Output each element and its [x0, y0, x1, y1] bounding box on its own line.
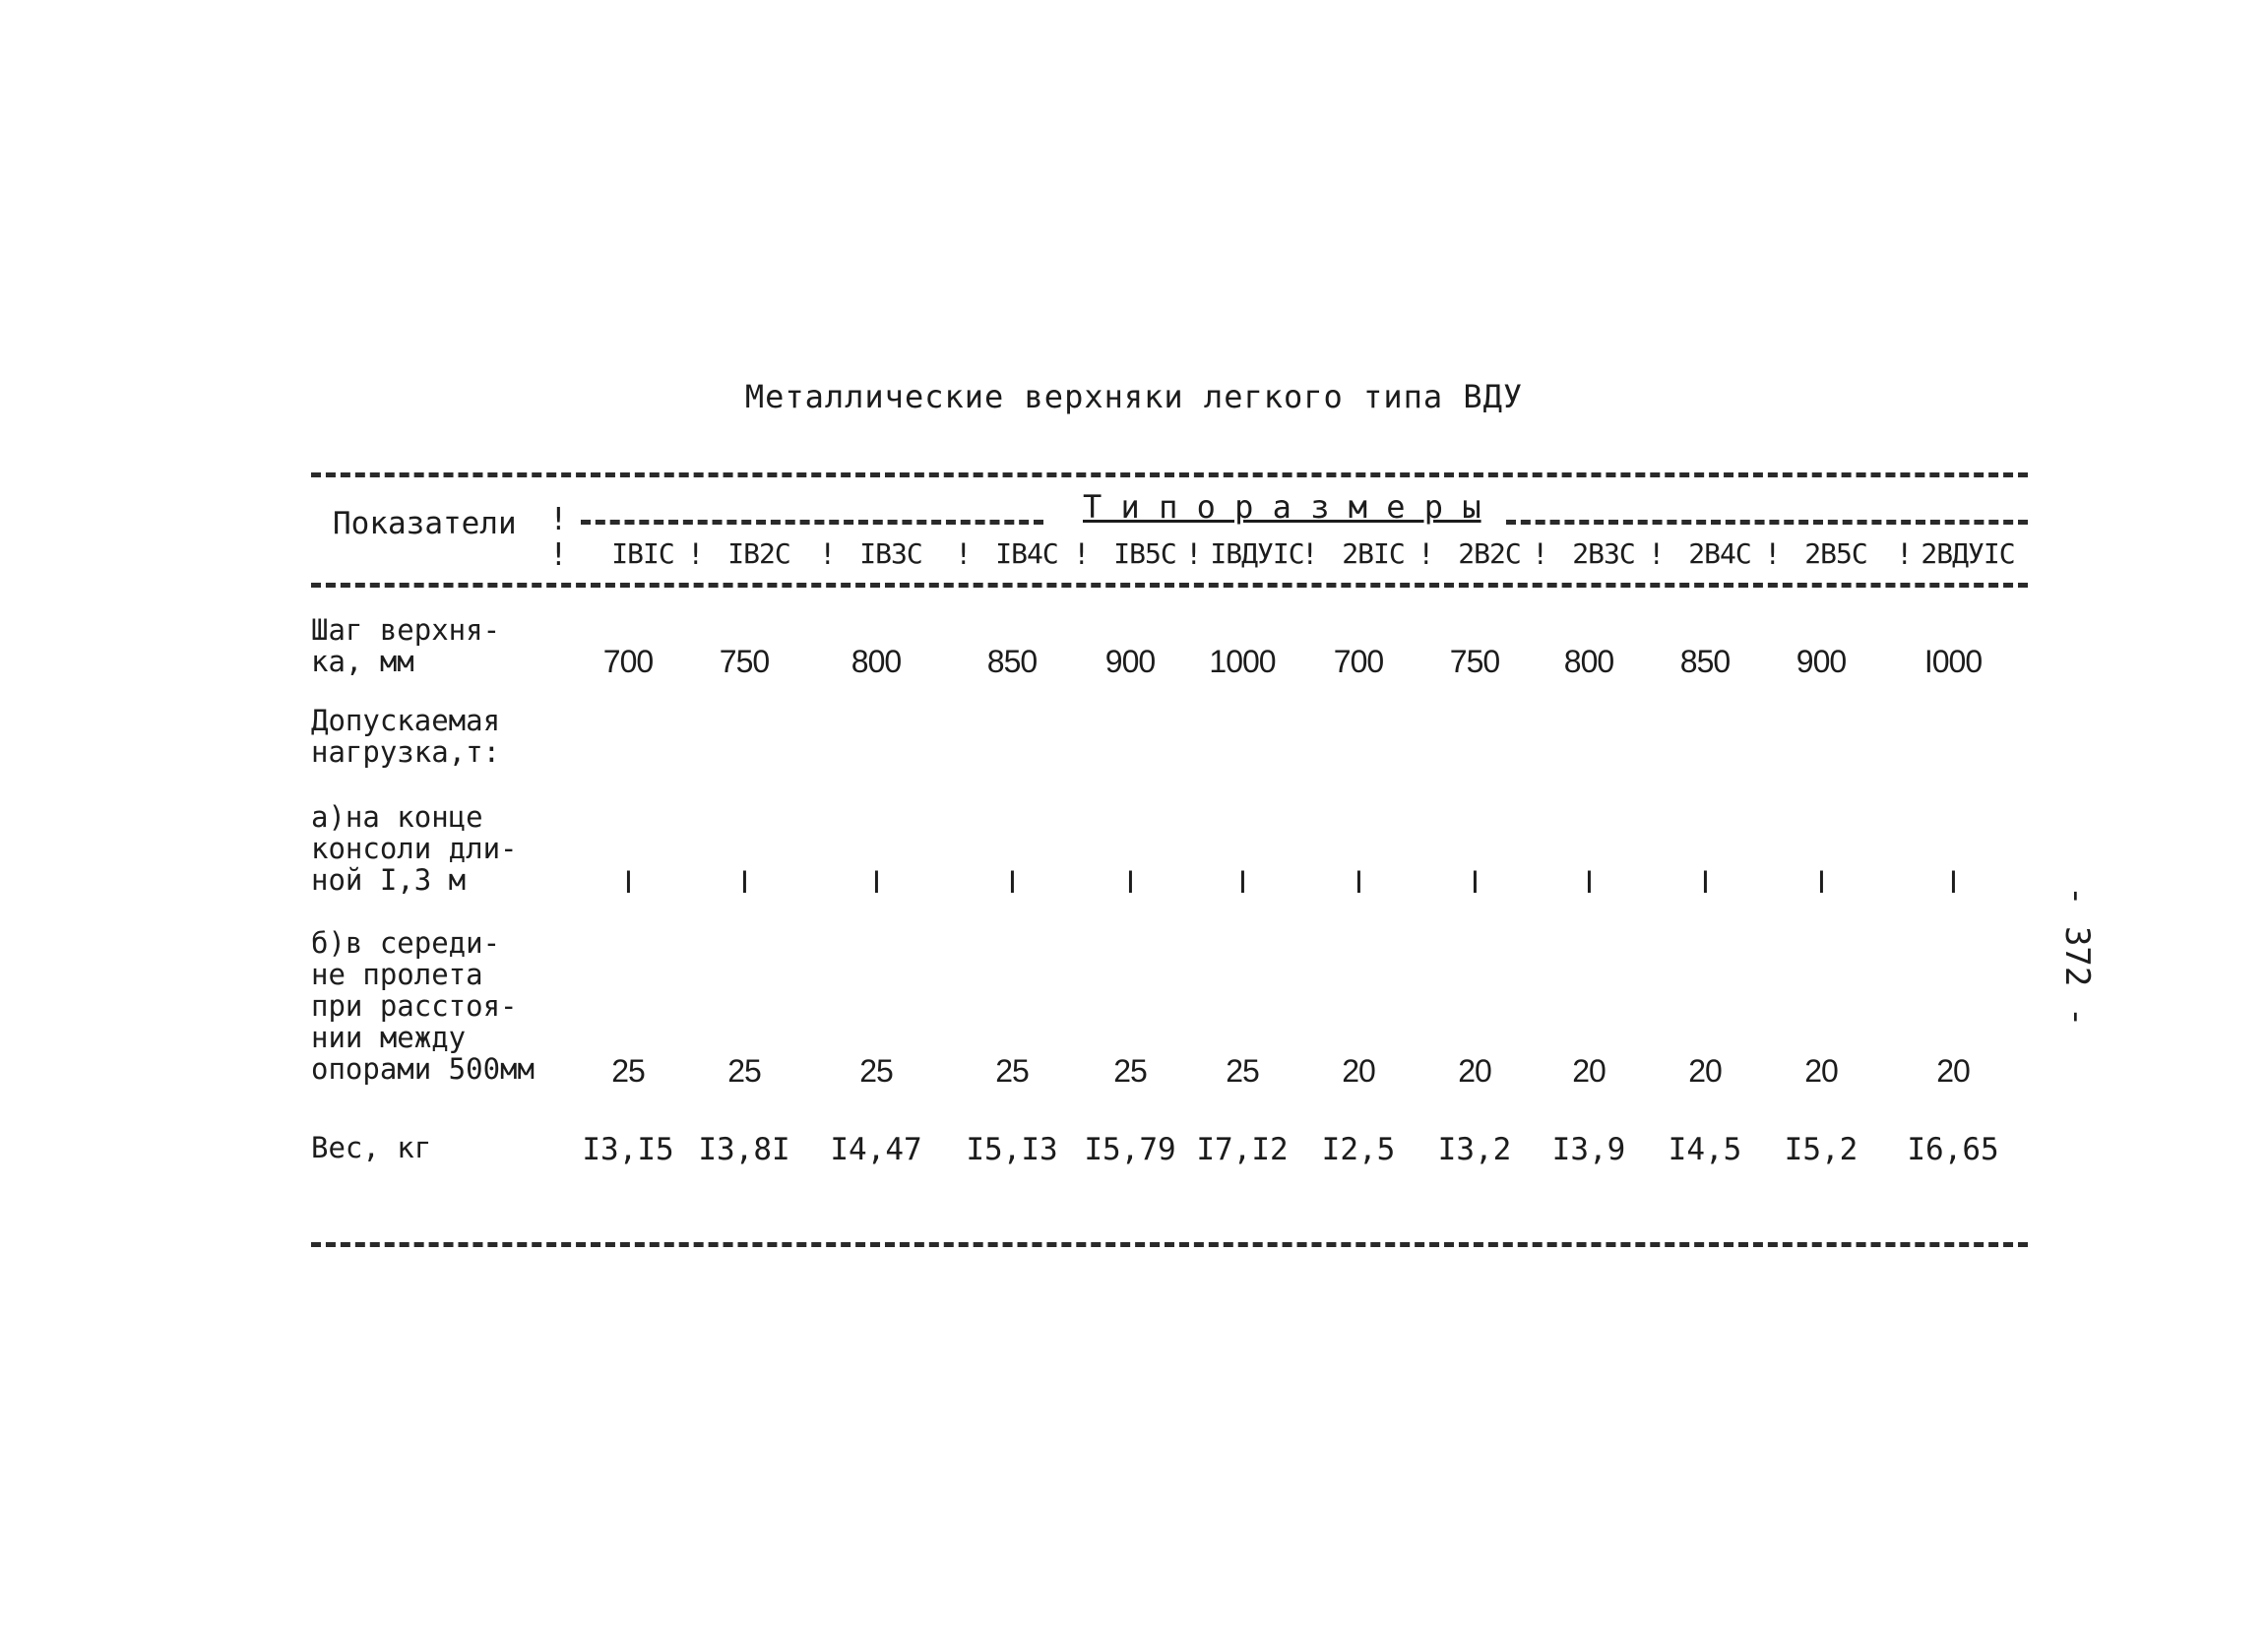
header-separator: ! [1185, 537, 1203, 571]
table-cell: 1000 [1209, 644, 1276, 679]
indicator-header: Показатели [333, 506, 517, 541]
table-cell: I3,2 [1437, 1132, 1512, 1167]
table-cell: I [624, 864, 632, 900]
column-header: 2B4C [1688, 537, 1751, 570]
header-separator: ! [549, 537, 568, 573]
header-separator: ! [955, 537, 973, 571]
column-header: 2B2C [1458, 537, 1521, 570]
header-separator: ! [1418, 537, 1435, 571]
header-separator: ! [819, 537, 837, 571]
row-label: Вес, кг [311, 1131, 432, 1164]
table-cell: I7,I2 [1196, 1132, 1289, 1167]
table-cell: 20 [1688, 1053, 1722, 1089]
page-title: Металлические верхняки легкого типа ВДУ [744, 378, 1524, 415]
table-cell: I5,79 [1084, 1132, 1176, 1167]
page-number: - 372 - [2057, 886, 2097, 1028]
table-cell: I [1949, 864, 1957, 900]
table-cell: I [740, 864, 748, 900]
header-separator: ! [1648, 537, 1666, 571]
header-bottom-rule [311, 583, 2028, 588]
column-header: 2BIC [1342, 537, 1405, 570]
table-cell: I [872, 864, 880, 900]
table-cell: I [1817, 864, 1825, 900]
table-cell: 750 [1449, 644, 1500, 679]
table-cell: I4,47 [830, 1132, 922, 1167]
row-label: а)на конце консоли дли- ной I,3 м [311, 800, 518, 897]
column-header: 2B5C [1804, 537, 1867, 570]
header-separator: ! [1073, 537, 1091, 571]
table-cell: 750 [719, 644, 770, 679]
table-cell: I5,2 [1784, 1132, 1858, 1167]
table-cell: 20 [1936, 1053, 1970, 1089]
table-cell: I [1126, 864, 1134, 900]
table-cell: 850 [986, 644, 1038, 679]
table-cell: I [1238, 864, 1246, 900]
column-header: IB4C [995, 537, 1058, 570]
table-cell: 25 [1226, 1053, 1259, 1089]
table-cell: I3,9 [1551, 1132, 1626, 1167]
header-separator: ! [1532, 537, 1549, 571]
table-cell: 20 [1342, 1053, 1375, 1089]
table-bottom-rule [311, 1242, 2028, 1247]
table-cell: 20 [1804, 1053, 1838, 1089]
table-cell: 850 [1679, 644, 1731, 679]
table-cell: 20 [1458, 1053, 1491, 1089]
table-cell: 700 [1333, 644, 1384, 679]
table-cell: I5,I3 [966, 1132, 1058, 1167]
table-cell: I [1008, 864, 1016, 900]
table-cell: I4,5 [1668, 1132, 1742, 1167]
table-cell: 25 [995, 1053, 1029, 1089]
header-separator: ! [1896, 537, 1914, 571]
table-cell: I6,65 [1907, 1132, 1999, 1167]
column-header: 2ВДУIC [1921, 537, 2015, 570]
table-cell: 800 [850, 644, 902, 679]
table-cell: I [1585, 864, 1593, 900]
row-label: Шаг верхня- ка, мм [311, 613, 501, 678]
table-cell: 900 [1796, 644, 1847, 679]
table-cell: I3,8I [698, 1132, 790, 1167]
table-cell: I000 [1923, 644, 1983, 679]
table-cell: 25 [611, 1053, 645, 1089]
sizes-group-header: Т и п о р а з м е р ы [1083, 488, 1481, 526]
column-header: IВДУIC [1210, 537, 1304, 570]
table-cell: I3,I5 [582, 1132, 674, 1167]
header-separator: ! [1301, 537, 1319, 571]
table-cell: I [1354, 864, 1362, 900]
table-cell: 700 [602, 644, 654, 679]
table-cell: I [1471, 864, 1479, 900]
table-cell: 20 [1572, 1053, 1606, 1089]
header-separator: ! [549, 502, 568, 537]
table-cell: 25 [1113, 1053, 1147, 1089]
table-cell: 900 [1104, 644, 1156, 679]
table-cell: I2,5 [1321, 1132, 1396, 1167]
row-label: б)в середи- не пролета при расстоя- нии между опорами 500мм [311, 926, 535, 1086]
header-group-rule-left [581, 520, 1043, 525]
column-header: IBIC [611, 537, 674, 570]
column-header: IB5C [1113, 537, 1176, 570]
table-cell: 800 [1563, 644, 1614, 679]
table-cell: I [1701, 864, 1709, 900]
column-header: IB3C [859, 537, 922, 570]
header-separator: ! [1764, 537, 1782, 571]
header-separator: ! [687, 537, 705, 571]
header-group-rule-right [1506, 520, 2028, 525]
table-cell: 25 [727, 1053, 761, 1089]
table-cell: 25 [859, 1053, 893, 1089]
row-label: Допускаемая нагрузка,т: [311, 704, 501, 769]
column-header: IB2C [727, 537, 790, 570]
column-header: 2B3C [1572, 537, 1635, 570]
table-top-rule [311, 472, 2028, 477]
